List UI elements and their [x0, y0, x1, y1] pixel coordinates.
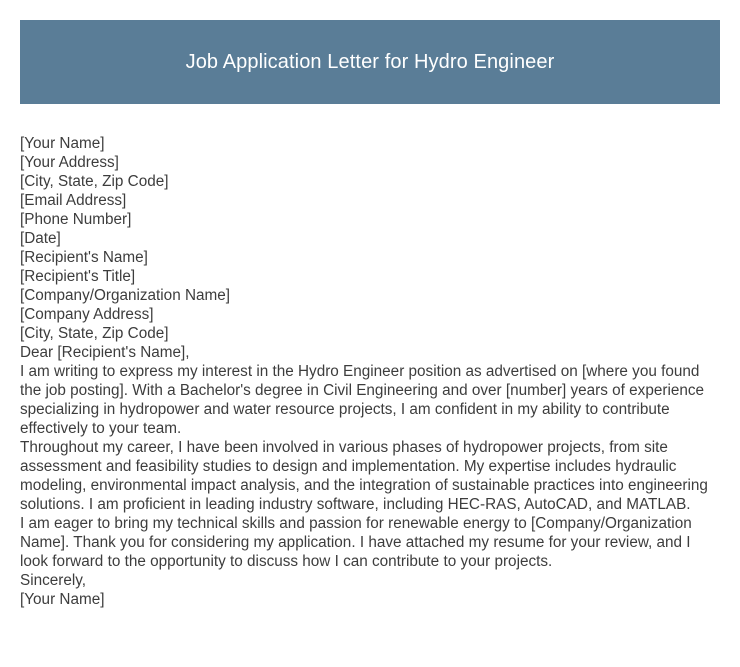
- letter-date: [Date]: [20, 230, 61, 247]
- closing: Sincerely,: [20, 572, 87, 589]
- paragraph-introduction: I am writing to express my interest in the Hydro Engineer position as advertised on [where you found the job posting]. With a Bachelor's degree in Civil Engineering and over [number] years of experience specializing in hydropower and water resource projects, I am confident in my ability to contribute effectively to your team.: [20, 363, 705, 437]
- sender-name: [Your Name]: [20, 135, 105, 152]
- paragraph-closing: I am eager to bring my technical skills and passion for renewable energy to [Company/Organization Name]. Thank you for considering my application. I have attached my resume for your review, and I look forward to the opportunity to discuss how I can contribute to your projects.: [20, 515, 692, 570]
- sender-city-state-zip: [City, State, Zip Code]: [20, 173, 169, 190]
- sender-address: [Your Address]: [20, 154, 119, 171]
- salutation: Dear [Recipient's Name],: [20, 344, 190, 361]
- recipient-organization: [Company/Organization Name]: [20, 287, 231, 304]
- signature-name: [Your Name]: [20, 591, 105, 608]
- paragraph-experience: Throughout my career, I have been involved in various phases of hydropower projects, from site assessment and feasibility studies to design and implementation. My expertise includes hydraulic modeling, environmental impact analysis, and the integration of sustainable practices into engineering solutions. I am proficient in leading industry software, including HEC-RAS, AutoCAD, and MATLAB.: [20, 439, 708, 513]
- page-title: Job Application Letter for Hydro Engineer: [185, 50, 555, 73]
- sender-email: [Email Address]: [20, 192, 127, 209]
- recipient-city-state-zip: [City, State, Zip Code]: [20, 325, 169, 342]
- recipient-title: [Recipient's Title]: [20, 268, 136, 285]
- sender-phone: [Phone Number]: [20, 211, 132, 228]
- recipient-address: [Company Address]: [20, 306, 154, 323]
- letter-body: [20, 134, 720, 609]
- title-banner: [20, 20, 720, 104]
- recipient-name: [Recipient's Name]: [20, 249, 148, 266]
